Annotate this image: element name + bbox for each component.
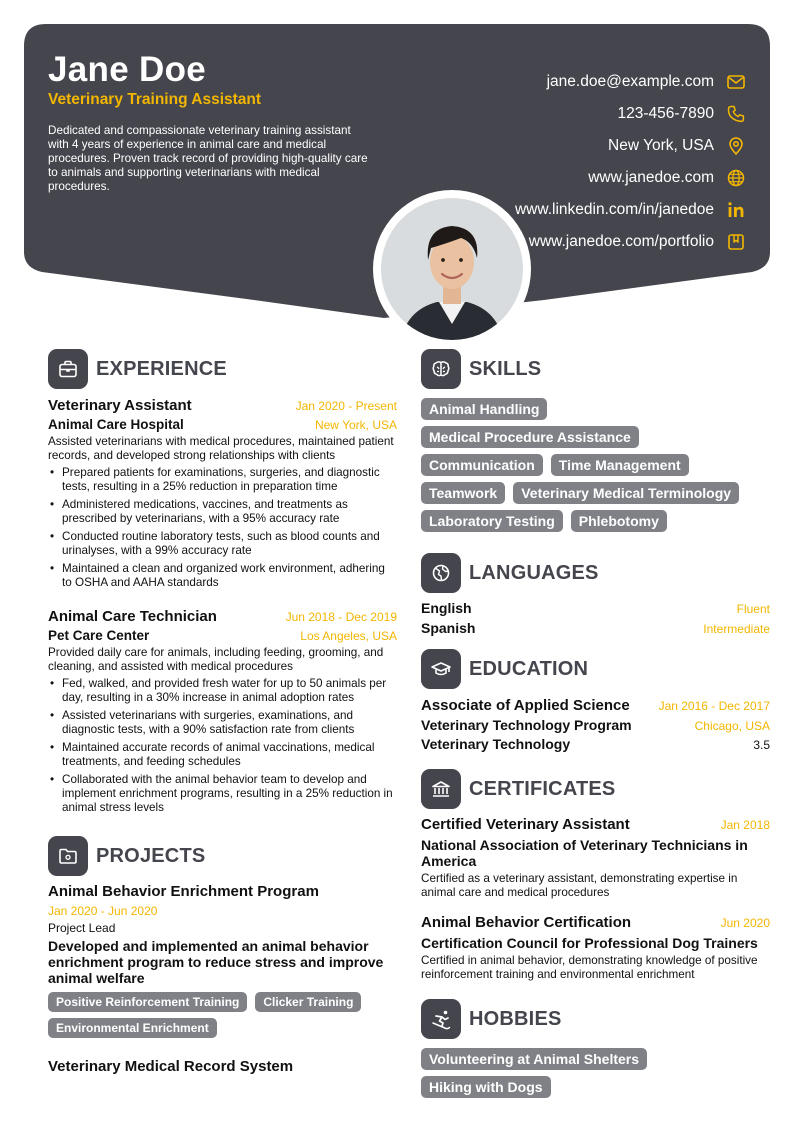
projects-heading: PROJECTS — [96, 844, 206, 867]
language-name: English — [421, 600, 472, 616]
skills-heading: SKILLS — [469, 357, 542, 380]
skill-tag: Teamwork — [421, 482, 505, 504]
job-description: Assisted veterinarians with medical procedures, maintained patient records, and developed strong relationships with clients — [48, 435, 394, 462]
list-item: • Prepared patients for examinations, surgeries, and diagnostic tests, resulting in a 25% reduction in preparation time — [48, 466, 397, 494]
hobby-tag: Hiking with Dogs — [421, 1076, 551, 1098]
certificate-description: Certified as a veterinary assistant, demonstrating expertise in animal care and medical procedures — [421, 872, 738, 899]
globe-icon — [726, 168, 746, 188]
job-title: Animal Care Technician — [48, 608, 217, 625]
certificate-entry — [421, 816, 770, 900]
folder-icon — [48, 836, 88, 876]
contact-location — [515, 130, 746, 162]
skills-section-header — [421, 348, 770, 390]
education-heading: EDUCATION — [469, 657, 589, 680]
skill-tag: Medical Procedure Assistance — [421, 426, 639, 448]
language-row — [421, 620, 770, 640]
certificate-date: Jun 2020 — [720, 916, 770, 930]
skill-tag: Time Management — [551, 454, 689, 476]
graduation-cap-icon — [421, 649, 461, 689]
contact-portfolio[interactable] — [515, 226, 746, 258]
contact-linkedin[interactable] — [515, 194, 746, 226]
job-description: Provided daily care for animals, including feeding, grooming, and cleaning, and assisted with medical procedures — [48, 646, 384, 673]
hobbies-section-header — [421, 998, 770, 1040]
language-row — [421, 600, 770, 620]
skill-tag: Laboratory Testing — [421, 510, 563, 532]
skill-tag: Communication — [421, 454, 543, 476]
project-tag: Clicker Training — [255, 992, 361, 1012]
project-tags — [48, 992, 397, 1044]
list-item: • Administered medications, vaccines, and treatments as prescribed by veterinarians, with a 95% accuracy rate — [48, 498, 397, 526]
project-date: Jan 2020 - Jun 2020 — [48, 904, 158, 918]
project-tag: Positive Reinforcement Training — [48, 992, 247, 1012]
list-item: • Fed, walked, and provided fresh water for up to 50 animals per day, resulting in a 30% increase in animal adoption rates — [48, 677, 397, 705]
job-title: Veterinary Assistant — [48, 397, 192, 414]
list-item: • Collaborated with the animal behavior team to develop and implement enrichment programs, resulting in a 25% reduction in animal stress levels — [48, 773, 397, 815]
institution-icon — [421, 769, 461, 809]
languages-heading: LANGUAGES — [469, 561, 599, 584]
linkedin-icon — [726, 200, 746, 220]
experience-section-header — [48, 348, 397, 390]
profile-photo — [373, 190, 531, 348]
portfolio-icon — [726, 232, 746, 252]
certificates-heading: CERTIFICATES — [469, 777, 616, 800]
education-degree: Associate of Applied Science — [421, 697, 630, 714]
certificate-date: Jan 2018 — [720, 818, 770, 832]
education-gpa: 3.5 — [753, 738, 770, 752]
education-field: Veterinary Technology — [421, 736, 571, 752]
contact-phone[interactable] — [515, 98, 746, 130]
profile-photo-image — [381, 198, 523, 340]
education-program: Veterinary Technology Program — [421, 717, 632, 733]
job-company: Pet Care Center — [48, 628, 150, 643]
certificate-issuer: Certification Council for Professional Dog Trainers — [421, 935, 758, 951]
education-section-header — [421, 648, 770, 690]
skill-tags — [421, 398, 766, 538]
location-pin-icon — [726, 136, 746, 156]
contact-portfolio-text: www.janedoe.com/portfolio — [528, 233, 714, 250]
project-entry — [48, 1058, 397, 1075]
contact-website[interactable] — [515, 162, 746, 194]
languages-section-header — [421, 552, 770, 594]
experience-heading: EXPERIENCE — [96, 357, 227, 380]
language-list — [421, 600, 770, 640]
contact-list — [515, 66, 746, 258]
phone-icon — [726, 104, 746, 124]
education-location: Chicago, USA — [694, 719, 770, 733]
list-item: • Maintained a clean and organized work environment, adhering to OSHA and AAHA standards — [48, 562, 397, 590]
list-item: • Assisted veterinarians with surgeries, examinations, and diagnostic tests, with a 90% satisfaction rate from clients — [48, 709, 397, 737]
candidate-name: Jane Doe — [48, 50, 207, 89]
project-role: Project Lead — [48, 921, 116, 935]
briefcase-icon — [48, 349, 88, 389]
project-description: Developed and implemented an animal behavior enrichment program to reduce stress and improve animal welfare — [48, 938, 384, 986]
mail-icon — [726, 72, 746, 92]
list-item: • Maintained accurate records of animal vaccinations, medical treatments, and feeding schedules — [48, 741, 397, 769]
hobby-tag: Volunteering at Animal Shelters — [421, 1048, 647, 1070]
right-column — [421, 348, 770, 1104]
contact-website-text: www.janedoe.com — [588, 169, 714, 186]
brain-icon — [421, 349, 461, 389]
certificate-name: Certified Veterinary Assistant — [421, 816, 630, 833]
project-title: Veterinary Medical Record System — [48, 1058, 294, 1075]
skill-tag: Phlebotomy — [571, 510, 667, 532]
hobbies-heading: HOBBIES — [469, 1007, 562, 1030]
language-name: Spanish — [421, 620, 476, 636]
language-level: Fluent — [736, 602, 770, 616]
certificate-description: Certified in animal behavior, demonstrating knowledge of positive reinforcement training and environmental enrichment — [421, 954, 758, 981]
contact-email[interactable] — [515, 66, 746, 98]
certificate-name: Animal Behavior Certification — [421, 914, 632, 931]
skiing-icon — [421, 999, 461, 1039]
education-date: Jan 2016 - Dec 2017 — [658, 699, 770, 713]
projects-section-header — [48, 835, 397, 877]
job-date: Jan 2020 - Present — [295, 399, 397, 413]
job-date: Jun 2018 - Dec 2019 — [285, 610, 397, 624]
skill-tag: Animal Handling — [421, 398, 547, 420]
experience-entry — [48, 608, 397, 815]
certificate-entry — [421, 914, 770, 982]
education-entry — [421, 697, 770, 752]
profile-summary: Dedicated and compassionate veterinary training assistant with 4 years of experience in animal care and medical procedures. Proven track record of providing high-quality care to animals and supporting veterinarians with medical procedures. — [48, 124, 368, 193]
candidate-title: Veterinary Training Assistant — [48, 91, 262, 108]
left-column — [48, 348, 397, 1075]
project-tag: Environmental Enrichment — [48, 1018, 217, 1038]
experience-entry — [48, 397, 397, 590]
contact-linkedin-text: www.linkedin.com/in/janedoe — [514, 201, 714, 218]
language-icon — [421, 553, 461, 593]
job-company: Animal Care Hospital — [48, 417, 184, 432]
job-achievements — [48, 677, 397, 815]
skill-tag: Veterinary Medical Terminology — [513, 482, 739, 504]
hobby-tags — [421, 1048, 770, 1104]
contact-email-text: jane.doe@example.com — [546, 73, 714, 90]
project-title: Animal Behavior Enrichment Program — [48, 883, 319, 900]
project-entry — [48, 883, 397, 1044]
certificate-issuer: National Association of Veterinary Technicians in America — [421, 837, 748, 869]
certificates-section-header — [421, 768, 770, 810]
list-item: • Conducted routine laboratory tests, such as blood counts and urinalyses, with a 99% accuracy rate — [48, 530, 397, 558]
job-achievements — [48, 466, 397, 590]
contact-phone-text: 123-456-7890 — [617, 105, 714, 122]
job-location: Los Angeles, USA — [300, 629, 397, 643]
job-location: New York, USA — [314, 418, 397, 432]
contact-location-text: New York, USA — [608, 137, 714, 154]
language-level: Intermediate — [703, 622, 770, 636]
